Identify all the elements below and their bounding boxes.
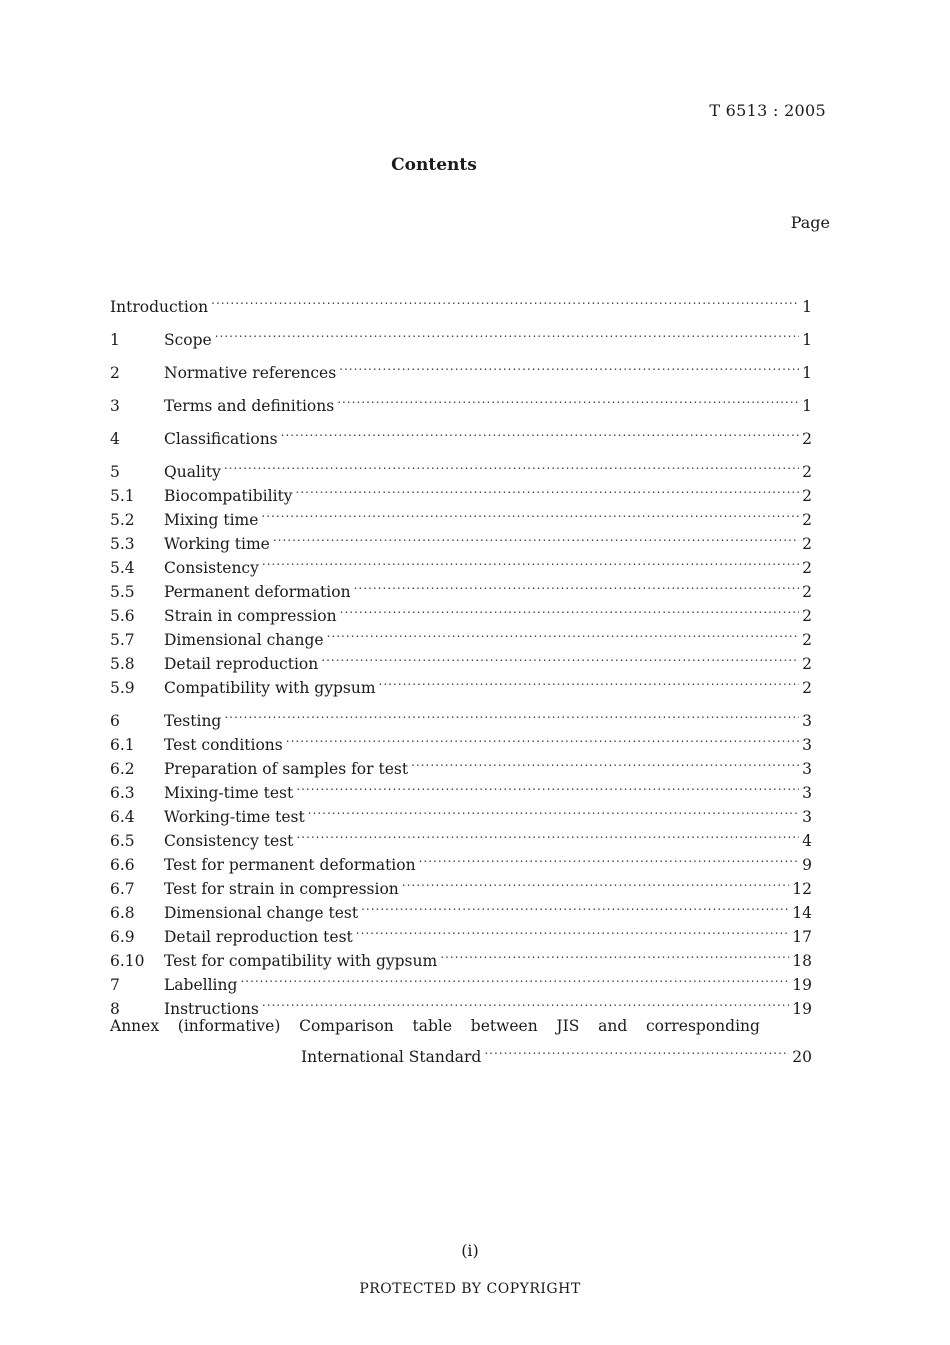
toc-entry-title: Test for strain in compression — [164, 880, 399, 898]
toc-entry-number: 5.1 — [110, 487, 135, 505]
dot-leader — [286, 726, 799, 750]
dot-leader — [411, 750, 799, 774]
toc-entry-title: Detail reproduction — [164, 655, 319, 673]
toc-entry[interactable] — [110, 702, 812, 730]
toc-entry-number: 6 — [110, 712, 120, 730]
toc-entry-page: 3 — [802, 808, 812, 826]
toc-entry-title: Preparation of samples for test — [164, 760, 409, 778]
dot-leader — [337, 387, 799, 411]
annex-word: between — [470, 1017, 538, 1035]
toc-entry-number: 6.6 — [110, 856, 135, 874]
dot-leader — [354, 573, 800, 597]
dot-leader — [321, 645, 799, 669]
dot-leader — [484, 1038, 789, 1062]
toc-entry-title: Test for permanent deformation — [164, 856, 416, 874]
toc-entry-number: 2 — [110, 364, 120, 382]
toc-entry-number: 5.5 — [110, 583, 135, 601]
toc-entry-title: Labelling — [164, 976, 238, 994]
toc-entry-title: Testing — [164, 712, 222, 730]
toc-entry-number: 5.9 — [110, 679, 135, 697]
toc-entry-page: 1 — [802, 397, 812, 415]
page-column-header: Page — [790, 213, 830, 232]
toc-entry-number: 6.3 — [110, 784, 135, 802]
toc-entry-page: 14 — [792, 904, 812, 922]
toc-entry-page: 3 — [802, 784, 812, 802]
toc-entry-number: 3 — [110, 397, 120, 415]
dot-leader — [261, 501, 799, 525]
toc-entry[interactable] — [110, 321, 812, 349]
toc-entry-number: 6.9 — [110, 928, 135, 946]
toc-entry-number: 5.3 — [110, 535, 135, 553]
annex-word: and — [598, 1017, 628, 1035]
toc-entry-number: 5.8 — [110, 655, 135, 673]
toc-entry-title: Quality — [164, 463, 221, 481]
toc-entry-page: 2 — [802, 430, 812, 448]
toc-entry-title: Mixing-time test — [164, 784, 294, 802]
toc-entry-page: 2 — [802, 631, 812, 649]
dot-leader — [356, 918, 790, 942]
toc-entry-number: 6.5 — [110, 832, 135, 850]
toc-entry-title: Consistency — [164, 559, 259, 577]
toc-entry-page: 17 — [792, 928, 812, 946]
toc-entry-number: 6.2 — [110, 760, 135, 778]
toc-entry[interactable] — [110, 420, 812, 448]
toc-entry-page: 2 — [802, 559, 812, 577]
toc-entry-title: Instructions — [164, 1000, 259, 1018]
annex-word: corresponding — [645, 1017, 760, 1035]
toc-entry-title: Terms and definitions — [164, 397, 335, 415]
annex-label: Annex — [110, 1017, 160, 1035]
toc-entry-page: 2 — [802, 511, 812, 529]
toc-entry-page: 2 — [802, 535, 812, 553]
annex-page: 20 — [792, 1048, 812, 1066]
toc-entry-number: 5.4 — [110, 559, 135, 577]
toc-entry-page: 2 — [802, 655, 812, 673]
toc-entry-title: Working time — [164, 535, 270, 553]
dot-leader — [224, 453, 799, 477]
document-id: T 6513 : 2005 — [709, 101, 826, 120]
toc-entry-title: Detail reproduction test — [164, 928, 353, 946]
toc-entry-page: 2 — [802, 679, 812, 697]
annex-title-line2: International Standard — [301, 1048, 482, 1066]
annex-type: (informative) — [177, 1017, 281, 1035]
toc-entry-title: Scope — [164, 331, 212, 349]
dot-leader — [296, 822, 799, 846]
toc-entry-page: 18 — [792, 952, 812, 970]
toc-entry-title: Biocompatibility — [164, 487, 293, 505]
toc-entry-title: Working-time test — [164, 808, 305, 826]
toc-entry-number: 5.7 — [110, 631, 135, 649]
toc-entry-title: Introduction — [110, 298, 209, 316]
toc-entry-number: 5 — [110, 463, 120, 481]
dot-leader — [361, 894, 789, 918]
toc-entry-page: 19 — [792, 1000, 812, 1018]
toc-entry-title: Dimensional change — [164, 631, 324, 649]
toc-entry-number: 6.8 — [110, 904, 135, 922]
dot-leader — [262, 549, 799, 573]
page-number: (i) — [461, 1241, 479, 1260]
toc-entry-page: 2 — [802, 463, 812, 481]
dot-leader — [402, 870, 789, 894]
toc-entry[interactable] — [110, 453, 812, 481]
toc-entry-page: 12 — [792, 880, 812, 898]
dot-leader — [224, 702, 799, 726]
copyright-notice: PROTECTED BY COPYRIGHT — [359, 1281, 581, 1297]
toc-entry-number: 5.6 — [110, 607, 135, 625]
toc-entry-page: 2 — [802, 487, 812, 505]
toc-entry-number: 1 — [110, 331, 120, 349]
toc-entry-page: 1 — [802, 364, 812, 382]
dot-leader — [211, 288, 799, 312]
toc-entry-title: Dimensional change test — [164, 904, 359, 922]
toc-entry-title: Consistency test — [164, 832, 294, 850]
dot-leader — [273, 525, 799, 549]
toc-entry-number: 8 — [110, 1000, 120, 1018]
annex-word: JIS — [556, 1017, 580, 1035]
toc-entry-page: 2 — [802, 583, 812, 601]
toc-entry-page: 1 — [802, 298, 812, 316]
annex-word: Comparison — [299, 1017, 394, 1035]
toc-entry-title: Compatibility with gypsum — [164, 679, 376, 697]
toc-entry-title: Strain in compression — [164, 607, 337, 625]
dot-leader — [379, 669, 800, 693]
dot-leader — [440, 942, 789, 966]
dot-leader — [296, 477, 800, 501]
toc-entry-page: 3 — [802, 760, 812, 778]
toc-entry-number: 6.7 — [110, 880, 135, 898]
toc-entry[interactable] — [110, 387, 812, 415]
toc-entry-number: 6.4 — [110, 808, 135, 826]
toc-entry-title: Permanent deformation — [164, 583, 351, 601]
toc-entry-page: 3 — [802, 712, 812, 730]
toc-entry-title: Test conditions — [164, 736, 283, 754]
toc-entry-page: 1 — [802, 331, 812, 349]
toc-entry-page: 4 — [802, 832, 812, 850]
toc-entry-title: Mixing time — [164, 511, 259, 529]
dot-leader — [340, 597, 799, 621]
toc-entry-number: 7 — [110, 976, 120, 994]
toc-entry-title: Classifications — [164, 430, 278, 448]
dot-leader — [327, 621, 800, 645]
dot-leader — [296, 774, 799, 798]
toc-entry-page: 3 — [802, 736, 812, 754]
toc-entry-page: 2 — [802, 607, 812, 625]
dot-leader — [262, 990, 789, 1014]
toc-entry-number: 5.2 — [110, 511, 135, 529]
toc-entry-page: 19 — [792, 976, 812, 994]
toc-title: Contents — [391, 155, 477, 175]
annex-entry[interactable] — [110, 1014, 760, 1038]
dot-leader — [419, 846, 800, 870]
toc-entry-number: 6.1 — [110, 736, 135, 754]
dot-leader — [281, 420, 799, 444]
toc-entry-title: Test for compatibility with gypsum — [164, 952, 438, 970]
toc-entry[interactable] — [110, 354, 812, 382]
toc-entry[interactable] — [110, 288, 812, 316]
dot-leader — [215, 321, 799, 345]
annex-word: table — [412, 1017, 453, 1035]
toc-entry-number: 6.10 — [110, 952, 145, 970]
annex-entry-continuation[interactable] — [110, 1038, 812, 1066]
toc-entry-number: 4 — [110, 430, 120, 448]
dot-leader — [308, 798, 799, 822]
toc-entry-title: Normative references — [164, 364, 337, 382]
table-of-contents — [110, 288, 812, 1066]
dot-leader — [240, 966, 789, 990]
toc-entry-page: 9 — [802, 856, 812, 874]
dot-leader — [339, 354, 799, 378]
